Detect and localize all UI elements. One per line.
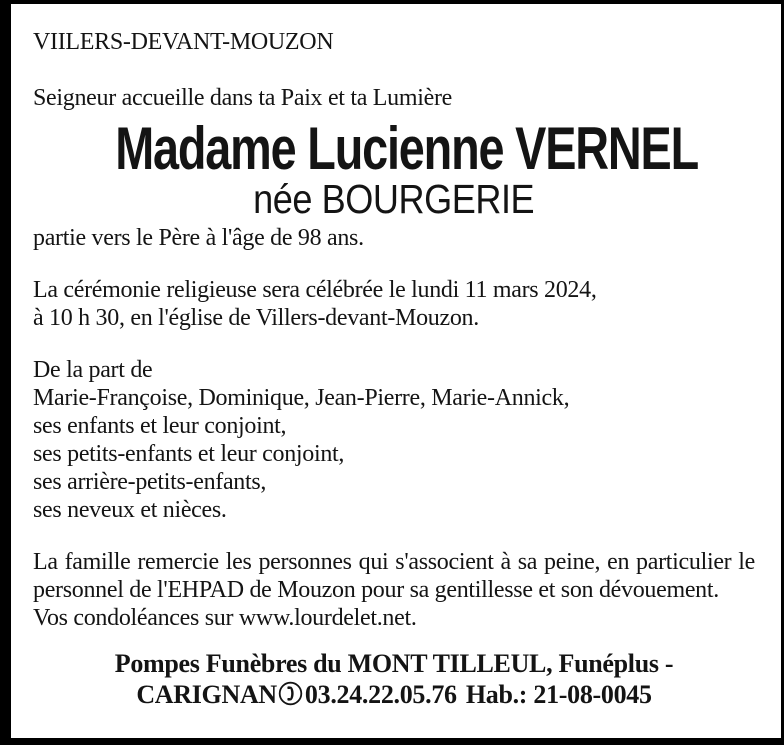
condolences-line: Vos condoléances sur www.lourdelet.net. bbox=[33, 605, 417, 631]
phone-icon bbox=[278, 681, 303, 706]
funeral-home-line1: Pompes Funèbres du MONT TILLEUL, Funéplus - bbox=[114, 649, 674, 678]
family-line: ses neveux et nièces. bbox=[33, 497, 227, 523]
thanks-paragraph: La famille remercie les personnes qui s'associent à sa peine, en particulier le personnel de l'EHPAD de Mouzon pour sa gentillesse et son dévouement. bbox=[33, 549, 755, 603]
family-line: ses petits-enfants et leur conjoint, bbox=[33, 441, 345, 467]
maiden-name bbox=[33, 176, 755, 222]
epigraph: Seigneur accueille dans ta Paix et ta Lumière bbox=[33, 85, 452, 111]
family-paragraph bbox=[33, 356, 755, 524]
funeral-home-city: CARIGNAN bbox=[136, 680, 277, 709]
funeral-home-line2 bbox=[33, 679, 755, 710]
funeral-home-footer bbox=[33, 648, 755, 710]
maiden-name-text: née BOURGERIE bbox=[253, 176, 535, 222]
family-line: ses enfants et leur conjoint, bbox=[33, 413, 287, 439]
phone-number: 03.24.22.05.76 bbox=[304, 680, 457, 709]
family-line: Marie-Françoise, Dominique, Jean-Pierre, Marie-Annick, bbox=[33, 385, 570, 411]
ceremony-line: La cérémonie religieuse sera célébrée le lundi 11 mars 2024, bbox=[33, 277, 597, 303]
deceased-name-text: Madame Lucienne VERNEL bbox=[115, 115, 698, 182]
commune-name: VIILERS-DEVANT-MOUZON bbox=[33, 29, 334, 55]
family-line: De la part de bbox=[33, 357, 153, 383]
deceased-name bbox=[33, 115, 755, 182]
family-line: ses arrière-petits-enfants, bbox=[33, 469, 267, 495]
passing-line: partie vers le Père à l'âge de 98 ans. bbox=[33, 225, 364, 251]
ceremony-paragraph bbox=[33, 276, 755, 332]
ceremony-line: à 10 h 30, en l'église de Villers-devant-Mouzon. bbox=[33, 305, 479, 331]
license-number: Hab.: 21-08-0045 bbox=[465, 680, 652, 709]
